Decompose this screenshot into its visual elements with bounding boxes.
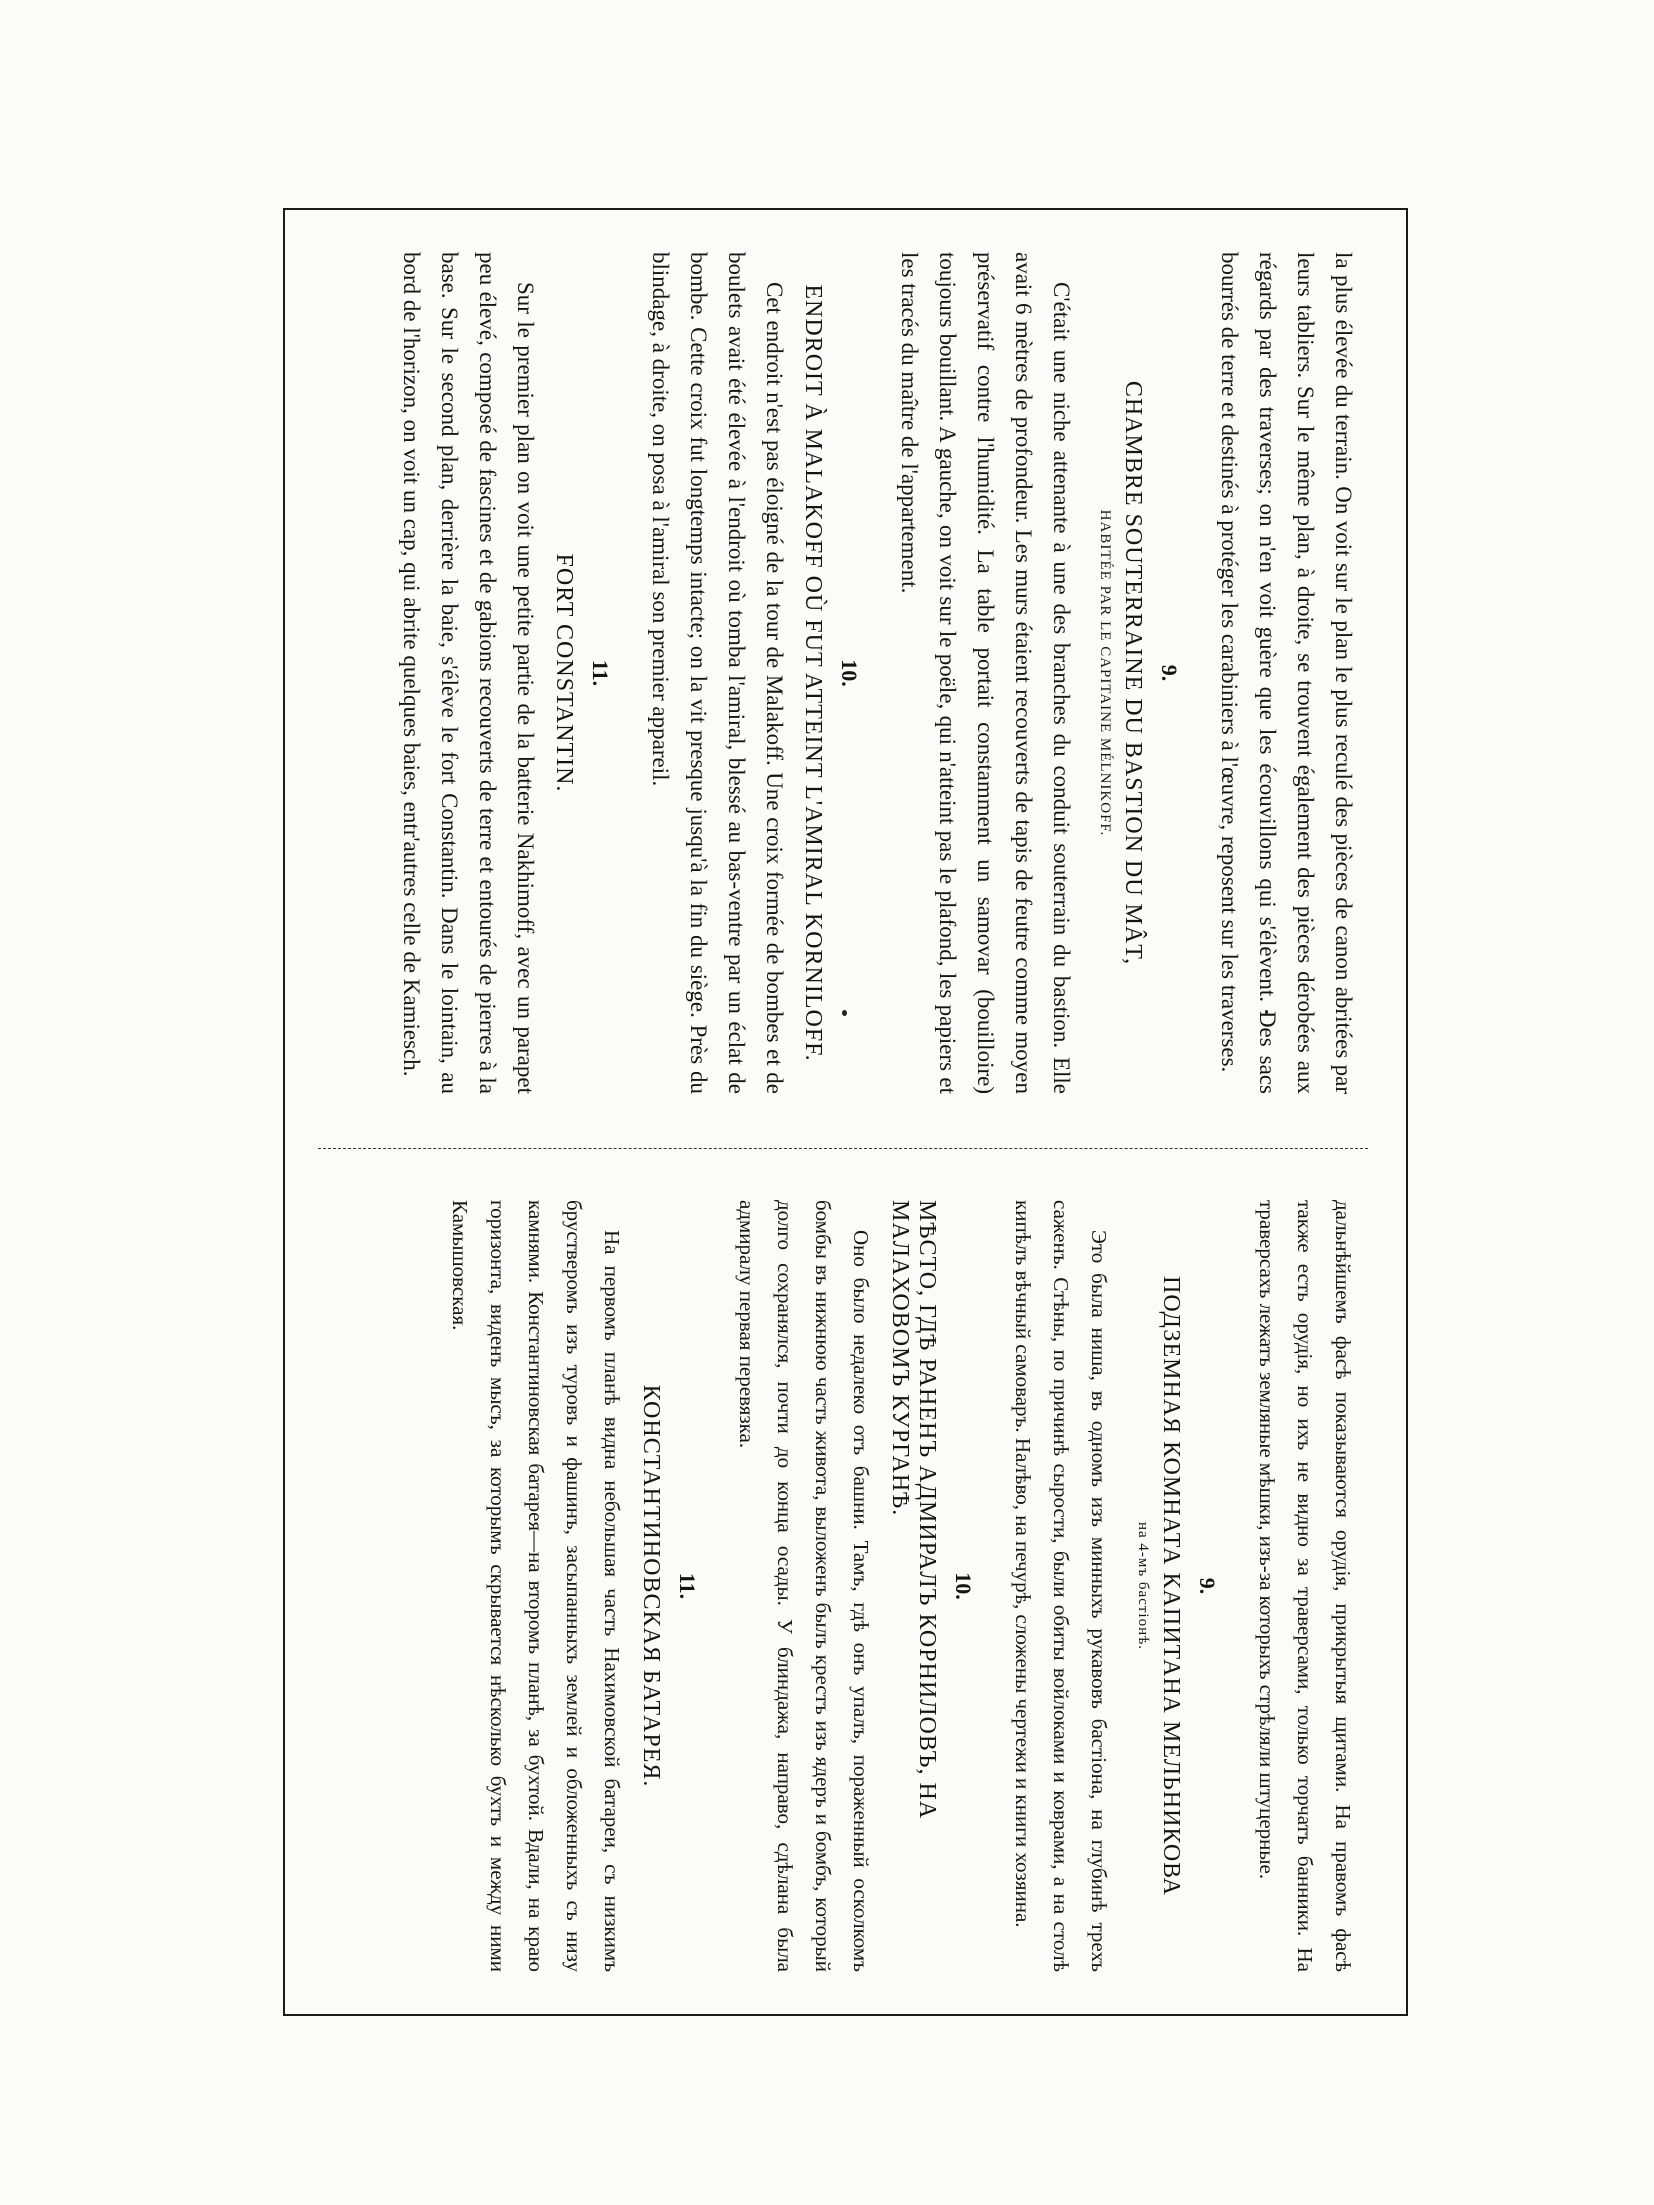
- russian-section-10-title: МѢСТО, ГДѢ РАНЕНЪ АДМИРАЛЪ КОРНИЛОВЪ, НА МАЛАХОВОМЪ КУРГАНѢ.: [887, 1200, 940, 1820]
- french-section-11-number: 11.: [588, 659, 613, 687]
- french-section-10-title: ENDROIT À MALAKOFF OÙ FUT ATTEINT L'AMIRAL KORNILOFF.: [800, 284, 826, 1062]
- russian-section-9-subtitle: на 4-мъ бастіонѣ.: [1135, 1521, 1151, 1651]
- french-section-9-subtitle: HABITÉE PAR LE CAPITAINE MÉLNIKOFF.: [1097, 509, 1113, 837]
- french-section-9-number: 9.: [1157, 664, 1182, 682]
- russian-section-9-text: Это была ниша, въ одномъ изъ минныхъ рукавовъ бастіона, на глубинѣ трехъ саженъ. Стѣны, по причинѣ сырости, были обиты войлоками и коврами, а на столѣ кипѣлъ вѣчный самоваръ. Налѣво, на печурѣ, сложены чертежи и книги хозяина.: [1011, 1200, 1111, 1972]
- russian-section-10-number: 10.: [951, 1572, 976, 1600]
- russian-section-11-text: На первомъ планѣ видна небольшая часть Нахимовской батареи, съ низкимъ брустверомъ изъ туровъ и фашинъ, засыпанныхъ землей и обложенныхъ съ низу камнями. Константиновская батарея—на второмъ планѣ, за бухтой. Вдали, на краю горизонта, виденъ мысъ, за которымъ скрывается нѣсколько бухтъ и между ними Камышовская.: [448, 1200, 624, 1972]
- french-column: [283, 208, 1408, 1138]
- russian-section-11-number: 11.: [675, 1572, 700, 1600]
- russian-section-9-number: 9.: [1195, 1577, 1220, 1595]
- rotated-spread: [283, 208, 1408, 2016]
- french-section-10-number: 10.: [837, 659, 862, 687]
- french-section-11-text: Sur le premier plan on voit une petite partie de la batterie Nakhimoff, avec un parapet peu élevé, composé de fascines et de gabions recouverts de terre et entourés de pierres à la base. Sur le second plan, derrière la baie, s'élève le fort Constantin. Dans le lointain, au bord de l'horizon, on voit un cap, qui abrite quelques baies, entr'autres celle de Kamiesch.: [399, 252, 538, 1094]
- russian-section-11-title: КОНСТАНТИНОВСКАЯ БАТАРЕЯ.: [638, 1384, 664, 1788]
- french-intro-paragraph: la plus élevée du terrain. On voit sur le plan le plus reculé des pièces de canon abritées par leurs tabliers. Sur le même plan, à droite, se trouvent également des pièces dérobées aux régards par des traverses; on n'en voit guère que les écouvillons qui s'élèvent. Des sacs bourrés de terre et destinés à protéger les carabiniers à l'œuvre, reposent sur les traverses.: [1217, 252, 1356, 1094]
- french-section-11-title: FORT CONSTANTIN.: [551, 553, 577, 793]
- russian-section-9-title: ПОДЗЕМНАЯ КОМНАТА КАПИТАНА МЕЛЬНИКОВА: [1158, 1275, 1184, 1896]
- russian-column: [283, 1156, 1408, 2016]
- column-divider: [318, 1148, 1368, 1149]
- russian-section-10-text: Оно было недалеко отъ башни. Тамъ, гдѣ онъ упалъ, пораженный осколкомъ бомбы въ нижнюю часть живота, выложенъ былъ крестъ изъ ядеръ и бомбъ, который долго сохранялся, почти до конца осады. У блиндажа, направо, сдѣлана была адмиралу первая перевязка.: [735, 1200, 873, 1972]
- russian-intro-paragraph: дальнѣйшемъ фасѣ показываются орудія, прикрытыя щитами. На правомъ фасѣ также есть орудія, но ихъ не видно за траверсами, только торчатъ банники. На траверсахъ лежатъ земляные мѣшки, изъ-за которыхъ стрѣляли штуцерные.: [1255, 1200, 1355, 1972]
- french-section-9-title: CHAMBRE SOUTERRAINE DU BASTION DU MÂT,: [1120, 380, 1146, 966]
- french-section-9-text: C'était une niche attenante à une des branches du conduit souterrain du bastion. Elle avait 6 mètres de profondeur. Les murs étaient recouverts de tapis de feutre comme moyen préservatif contre l'humidité. La table portait constamment un samovar (bouilloire) toujours bouillant. A gauche, on voit sur le poële, qui n'atteint pas le plafond, les papiers et les tracés du maître de l'appartement.: [897, 252, 1074, 1094]
- french-section-10-text: Cet endroit n'est pas éloigné de la tour de Malakoff. Une croix formée de bombes et de boulets avait été élevée à l'endroit où tomba l'amiral, blessé au bas-ventre par un éclat de bombe. Cette croix fut longtemps intacte; on la vit presque jusqu'à la fin du siège. Près du blindage, à droite, on posa à l'amiral son premier appareil.: [648, 252, 787, 1094]
